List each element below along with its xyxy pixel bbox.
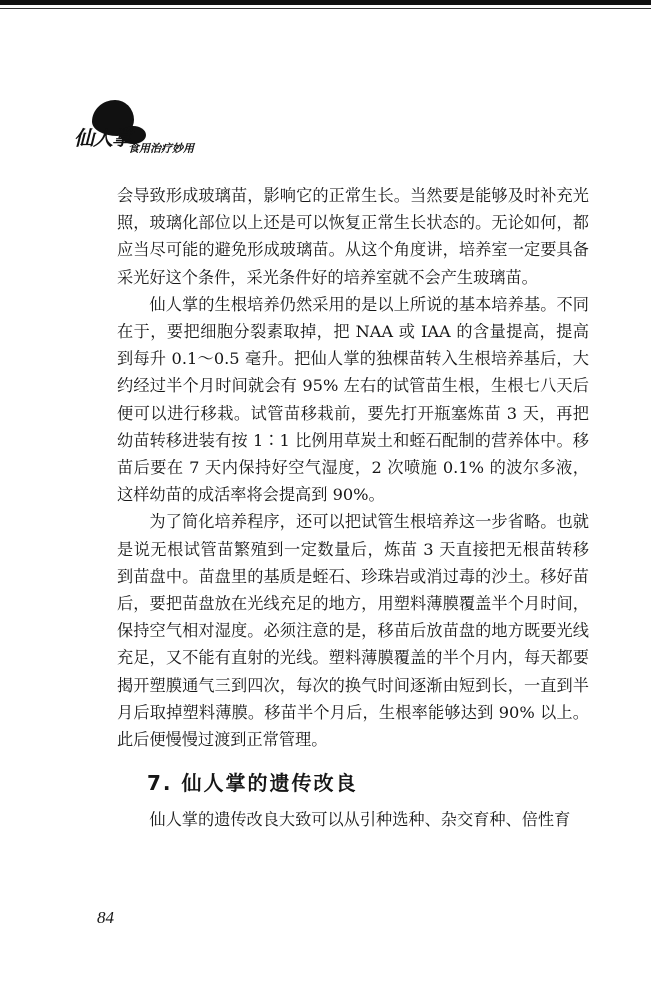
book-subtitle: 食用治疗妙用 [128, 142, 194, 155]
page-number: 84 [97, 908, 114, 927]
paragraph-2: 仙人掌的生根培养仍然采用的是以上所说的基本培养基。不同在于，要把细胞分裂素取掉，把 NAA 或 IAA 的含量提高，提高到每升 0.1～0.5 毫升。把仙人掌的独棵苗转入生根培养基后，大约经过半个月时间就会有 95% 左右的试管苗生根，生根七八天后便可以进行移栽。试管苗移栽前，要先打开瓶塞炼苗 3 天，再把幼苗转移进装有按 1∶1 比例用草炭土和蛭石配制的营养体中。移苗后要在 7 天内保持好空气湿度，2 次喷施 0.1% 的波尔多液，这样幼苗的成活率将会提高到 90%。 [117, 294, 589, 505]
section-heading: 7. 仙人掌的遗传改良 [147, 771, 358, 796]
top-rule [0, 0, 651, 5]
body-text [117, 182, 589, 833]
book-title: 仙人掌 [74, 126, 131, 150]
paragraph-4: 仙人掌的遗传改良大致可以从引种选种、杂交育种、倍性育 [149, 810, 571, 830]
paragraph-3: 为了简化培养程序，还可以把试管生根培养这一步省略。也就是说无根试管苗繁殖到一定数量后，炼苗 3 天直接把无根苗转移到苗盘中。苗盘里的基质是蛭石、珍珠岩或消过毒的沙土。移好苗后，要把苗盘放在光线充足的地方，用塑料薄膜覆盖半个月时间，保持空气相对湿度。必须注意的是，移苗后放苗盘的地方既要光线充足，又不能有直射的光线。塑料薄膜覆盖的半个月内，每天都要揭开塑膜通气三到四次，每次的换气时间逐渐由短到长，一直到半月后取掉塑料薄膜。移苗半个月后，生根率能够达到 90% 以上。此后便慢慢过渡到正常管理。 [117, 512, 589, 750]
top-rule-thin [0, 8, 651, 9]
book-header-logo [70, 100, 220, 160]
paragraph-1: 会导致形成玻璃苗，影响它的正常生长。当然要是能够及时补充光照，玻璃化部位以上还是可以恢复正常生长状态的。无论如何，都应当尽可能的避免形成玻璃苗。从这个角度讲，培养室一定要具备采光好这个条件，采光条件好的培养室就不会产生玻璃苗。 [117, 186, 589, 287]
